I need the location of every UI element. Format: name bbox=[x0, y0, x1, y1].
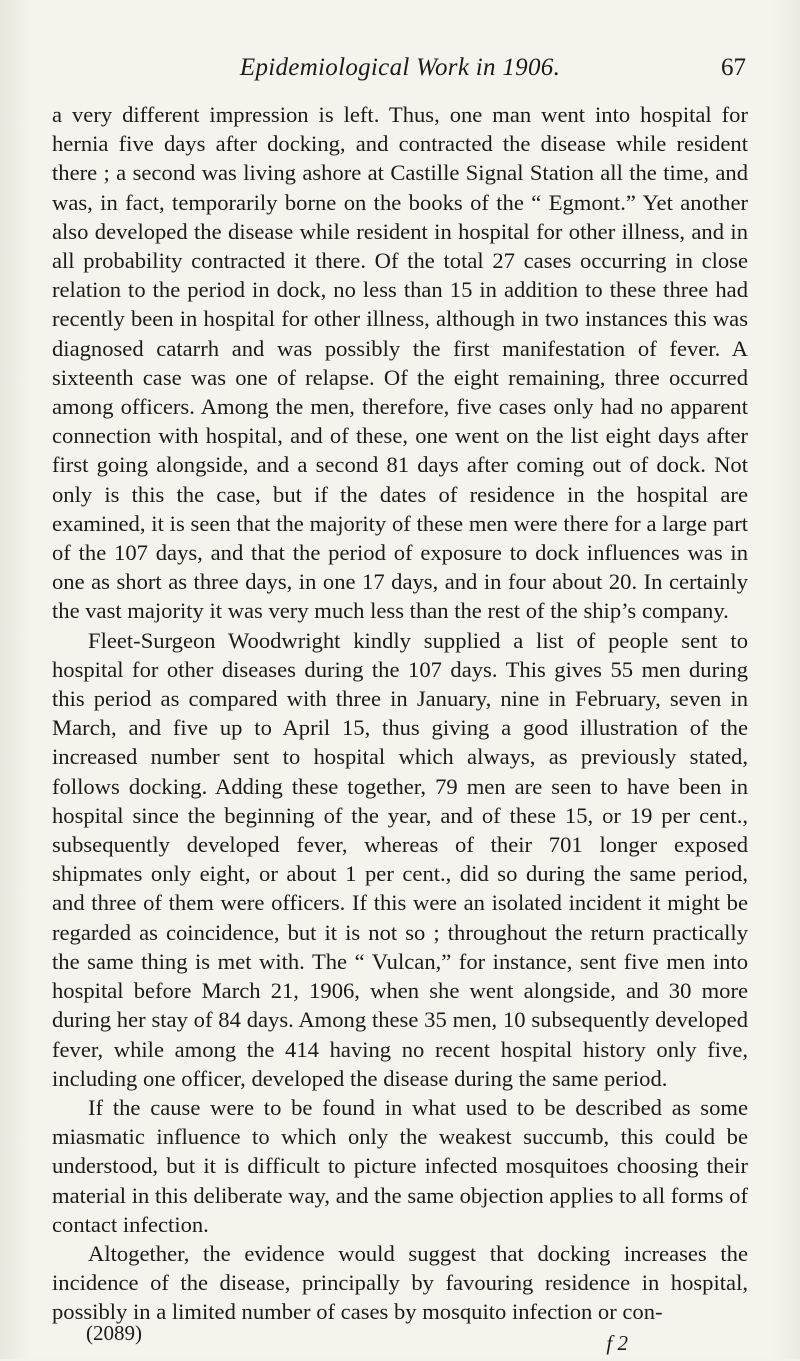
paragraph-4: Altogether, the evidence would suggest that docking increases the incidence of the disease, principally by favouring residence in hospital, possibly in a limited number of cases by mosquito infection or con- bbox=[52, 1240, 748, 1325]
page-footer bbox=[52, 1321, 748, 1361]
running-title: Epidemiological Work in 1906. bbox=[239, 54, 561, 81]
signature-mark: f 2 bbox=[606, 1330, 628, 1355]
running-head bbox=[52, 54, 748, 88]
paragraph-3: If the cause were to be found in what used to be described as some miasmatic influence to which only the weakest succumb, this could be understood, but it is difficult to picture infected mosquitoes choosing their material in this deliberate way, and the same objection applies to all forms of contact infection. bbox=[52, 1094, 748, 1237]
print-code: (2089) bbox=[86, 1320, 142, 1345]
paragraph-2: Fleet-Surgeon Woodwright kindly supplied a list of people sent to hospital for other diseases during the 107 days. This gives 55 men during this period as compared with three in January, nine in February, seven in March, and five up to April 15, thus giving a good illustration of the increased number sent to hospital which always, as previously stated, follows docking. Adding these together, 79 men are seen to have been in hospital since the beginning of the year, and of these 15, or 19 per cent., subsequently developed fever, whereas of their 701 longer exposed shipmates only eight, or about 1 per cent., did so during the same period, and three of them were officers. If this were an isolated incident it might be regarded as coincidence, but it is not so ; throughout the return practically the same thing is met with. The “ Vulcan,” for instance, sent five men into hospital before March 21, 1906, when she went alongside, and 30 more during her stay of 84 days. Among these 35 men, 10 subsequently developed fever, while among the 414 having no recent hospital history only five, including one officer, developed the disease during the same period. bbox=[52, 627, 748, 1091]
paragraph-1: a very different impression is left. Thus, one man went into hospital for hernia five days after docking, and contracted the disease while resident there ; a second was living ashore at Castille Signal Station all the time, and was, in fact, temporarily borne on the books of the “ Egmont.” Yet another also developed the disease while resident in hospital for other illness, and in all probability contracted it there. Of the total 27 cases occurring in close relation to the period in dock, no less than 15 in addition to these three had recently been in hospital for other illness, although in two instances this was diagnosed catarrh and was possibly the first manifestation of fever. A sixteenth case was one of relapse. Of the eight remaining, three occurred among officers. Among the men, therefore, five cases only had no apparent connection with hospital, and of these, one went on the list eight days after first going alongside, and a second 81 days after coming out of dock. Not only is this the case, but if the dates of residence in the hospital are examined, it is seen that the majority of these men were there for a large part of the 107 days, and that the period of exposure to dock influences was in one as short as three days, in one 17 days, and in four about 20. In certainly the vast majority it was very much less than the rest of the ship’s company. bbox=[52, 102, 748, 624]
page-number: 67 bbox=[721, 54, 746, 81]
body-text bbox=[52, 100, 748, 1327]
